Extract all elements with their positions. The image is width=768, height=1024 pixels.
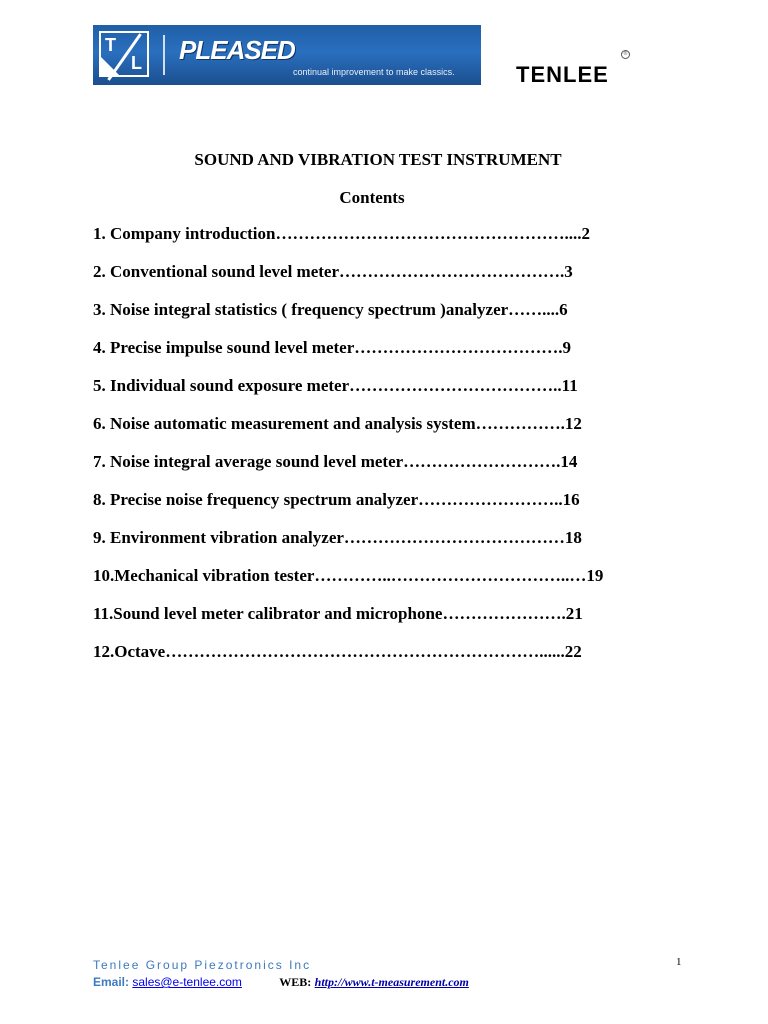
banner-divider [163, 35, 165, 75]
registered-mark-icon: ® [621, 50, 630, 59]
toc-item: 10.Mechanical vibration tester…………..…………………………..…19 [93, 566, 604, 585]
toc-item: 7. Noise integral average sound level meter……………………….14 [93, 452, 578, 471]
toc-item: 11.Sound level meter calibrator and microphone………………….21 [93, 604, 583, 623]
email-link[interactable]: sales@e-tenlee.com [132, 975, 242, 989]
banner-tagline: continual improvement to make classics. [293, 67, 455, 77]
email-label: Email: [93, 975, 130, 989]
tenlee-logo: TENLEE [516, 62, 609, 87]
web-link[interactable]: http://www.t-measurement.com [314, 975, 469, 989]
web-label: WEB: [279, 975, 312, 989]
logo-letter-t: T [105, 35, 116, 55]
footer-contact [93, 975, 469, 990]
toc-item: 4. Precise impulse sound level meter……………………………….9 [93, 338, 572, 357]
table-of-contents [93, 224, 653, 680]
tl-logo [99, 31, 149, 77]
toc-item: 8. Precise noise frequency spectrum analyzer……………………..16 [93, 490, 580, 509]
toc-item: 12.Octave…………………………………………………………......22 [93, 642, 582, 661]
page-number: 1 [676, 956, 682, 968]
toc-item: 2. Conventional sound level meter………………………………….3 [93, 262, 573, 281]
toc-item: 6. Noise automatic measurement and analysis system…………….12 [93, 414, 582, 433]
footer-company-name: Tenlee Group Piezotronics Inc [93, 958, 312, 972]
pleased-logo: PLEASED [179, 35, 295, 65]
header-banner [93, 25, 481, 85]
toc-item: 5. Individual sound exposure meter………………………………..11 [93, 376, 578, 395]
toc-item: 9. Environment vibration analyzer…………………………………18 [93, 528, 582, 547]
toc-item: 1. Company introduction……………………………………………....2 [93, 224, 590, 243]
document-title: SOUND AND VIBRATION TEST INSTRUMENT [194, 150, 562, 169]
toc-item: 3. Noise integral statistics ( frequency spectrum )analyzer……....6 [93, 300, 568, 319]
contents-heading: Contents [339, 188, 405, 207]
logo-letter-l: L [131, 53, 142, 73]
